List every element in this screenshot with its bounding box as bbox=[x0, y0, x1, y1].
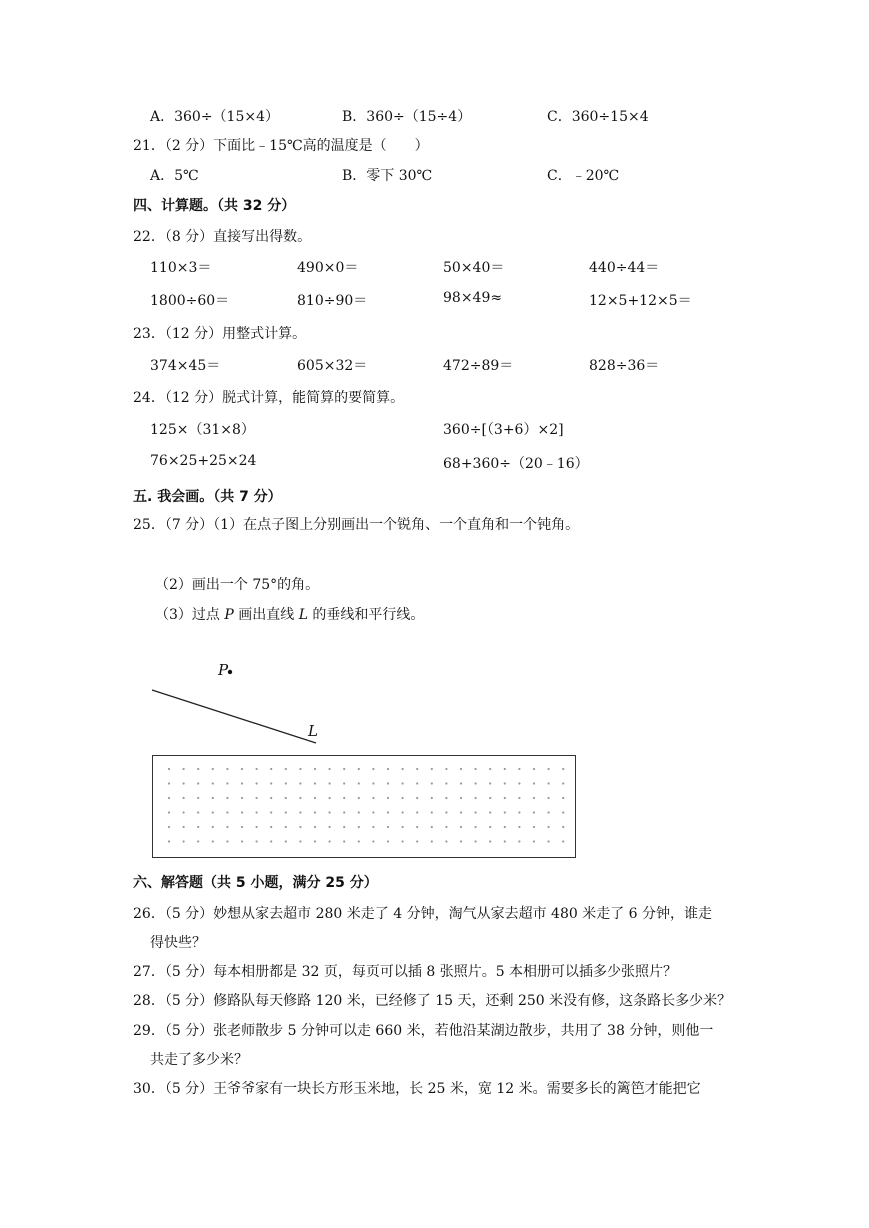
q24-item: 76×25+25×24 bbox=[150, 453, 257, 469]
grid-dot[interactable] bbox=[387, 768, 389, 770]
grid-dot[interactable] bbox=[402, 811, 404, 813]
grid-dot[interactable] bbox=[548, 826, 550, 828]
grid-dot[interactable] bbox=[416, 811, 418, 813]
point-p bbox=[228, 670, 232, 674]
grid-dot[interactable] bbox=[285, 826, 287, 828]
grid-dot[interactable] bbox=[402, 782, 404, 784]
grid-dot[interactable] bbox=[183, 840, 185, 842]
grid-dot[interactable] bbox=[197, 797, 199, 799]
grid-dot[interactable] bbox=[372, 797, 374, 799]
grid-dot[interactable] bbox=[475, 797, 477, 799]
grid-dot[interactable] bbox=[226, 768, 228, 770]
grid-dot[interactable] bbox=[270, 797, 272, 799]
grid-dot[interactable] bbox=[241, 811, 243, 813]
q29-line1: 29．（5 分）张老师散步 5 分钟可以走 660 米，若他沿某湖边散步，共用了 38 分钟，则他一 bbox=[133, 1023, 714, 1039]
grid-dot[interactable] bbox=[314, 811, 316, 813]
grid-dot[interactable] bbox=[445, 826, 447, 828]
grid-dot[interactable] bbox=[197, 811, 199, 813]
grid-dot[interactable] bbox=[212, 811, 214, 813]
grid-dot[interactable] bbox=[372, 782, 374, 784]
grid-dot[interactable] bbox=[241, 768, 243, 770]
grid-dot[interactable] bbox=[489, 840, 491, 842]
section-5-title: 五. 我会画。（共 7 分） bbox=[133, 489, 282, 505]
grid-dot[interactable] bbox=[329, 840, 331, 842]
grid-dot[interactable] bbox=[183, 782, 185, 784]
grid-dot[interactable] bbox=[548, 768, 550, 770]
q26-line1: 26．（5 分）妙想从家去超市 280 米走了 4 分钟，淘气从家去超市 480 米走了 6 分钟，谁走 bbox=[133, 906, 713, 922]
grid-dot[interactable] bbox=[504, 768, 506, 770]
q21-stem: 21．（2 分）下面比﹣15℃高的温度是（ ） bbox=[133, 138, 429, 154]
grid-dot[interactable] bbox=[562, 768, 564, 770]
grid-dot[interactable] bbox=[533, 826, 535, 828]
q22-item: 810÷90＝ bbox=[297, 293, 368, 309]
grid-dot[interactable] bbox=[343, 811, 345, 813]
grid-dot[interactable] bbox=[314, 797, 316, 799]
q30-line1: 30．（5 分）王爷爷家有一块长方形玉米地，长 25 米，宽 12 米。需要多长的篱笆才能把它 bbox=[133, 1081, 701, 1097]
grid-dot[interactable] bbox=[358, 797, 360, 799]
grid-dot[interactable] bbox=[475, 782, 477, 784]
q29-line2: 共走了多少米？ bbox=[150, 1052, 248, 1068]
grid-dot[interactable] bbox=[460, 840, 462, 842]
grid-dot[interactable] bbox=[168, 797, 170, 799]
grid-dot[interactable] bbox=[270, 811, 272, 813]
grid-dot[interactable] bbox=[197, 826, 199, 828]
label-p: P bbox=[218, 661, 229, 679]
grid-dot[interactable] bbox=[387, 797, 389, 799]
grid-dot[interactable] bbox=[504, 826, 506, 828]
grid-dot[interactable] bbox=[285, 811, 287, 813]
grid-dot[interactable] bbox=[168, 840, 170, 842]
grid-dot[interactable] bbox=[533, 768, 535, 770]
grid-dot[interactable] bbox=[241, 782, 243, 784]
grid-dot[interactable] bbox=[212, 826, 214, 828]
grid-dot[interactable] bbox=[329, 811, 331, 813]
q24-item: 125×（31×8） bbox=[150, 422, 255, 438]
grid-dot[interactable] bbox=[270, 840, 272, 842]
grid-dot[interactable] bbox=[197, 840, 199, 842]
grid-dot[interactable] bbox=[562, 797, 564, 799]
q25-part2: （2）画出一个 75°的角。 bbox=[155, 577, 320, 593]
grid-dot[interactable] bbox=[475, 811, 477, 813]
q23-item: 472÷89＝ bbox=[443, 358, 514, 374]
grid-dot[interactable] bbox=[314, 840, 316, 842]
grid-dot[interactable] bbox=[475, 768, 477, 770]
grid-dot[interactable] bbox=[314, 782, 316, 784]
grid-dot[interactable] bbox=[183, 826, 185, 828]
grid-dot[interactable] bbox=[299, 826, 301, 828]
line-l bbox=[152, 690, 316, 743]
grid-dot[interactable] bbox=[504, 797, 506, 799]
grid-dot[interactable] bbox=[416, 826, 418, 828]
q22-item: 50×40＝ bbox=[443, 260, 505, 276]
grid-dot[interactable] bbox=[489, 826, 491, 828]
grid-dot[interactable] bbox=[562, 782, 564, 784]
grid-dot[interactable] bbox=[256, 768, 258, 770]
q27-line1: 27．（5 分）每本相册都是 32 页，每页可以插 8 张照片。5 本相册可以插多少张照片？ bbox=[133, 964, 678, 980]
q25-part3-text: （3）过点 bbox=[155, 607, 225, 623]
grid-dot[interactable] bbox=[387, 840, 389, 842]
grid-dot[interactable] bbox=[548, 840, 550, 842]
grid-dot[interactable] bbox=[256, 811, 258, 813]
grid-dot[interactable] bbox=[431, 826, 433, 828]
grid-dot[interactable] bbox=[226, 840, 228, 842]
q24-item: 68+360÷（20﹣16） bbox=[443, 456, 589, 472]
grid-dot[interactable] bbox=[402, 768, 404, 770]
grid-dot[interactable] bbox=[299, 768, 301, 770]
grid-dot[interactable] bbox=[226, 797, 228, 799]
grid-dot[interactable] bbox=[431, 840, 433, 842]
grid-dot[interactable] bbox=[270, 768, 272, 770]
line-l-figure bbox=[150, 660, 330, 752]
section-4-title: 四、计算题。（共 32 分） bbox=[133, 198, 296, 214]
q22-item: 110×3＝ bbox=[150, 260, 212, 276]
q22-item: 1800÷60＝ bbox=[150, 293, 230, 309]
grid-dot[interactable] bbox=[431, 797, 433, 799]
grid-dot[interactable] bbox=[562, 840, 564, 842]
grid-dot[interactable] bbox=[329, 782, 331, 784]
grid-dot[interactable] bbox=[445, 840, 447, 842]
grid-dot[interactable] bbox=[416, 797, 418, 799]
grid-dot[interactable] bbox=[241, 797, 243, 799]
grid-dot[interactable] bbox=[445, 811, 447, 813]
grid-dot[interactable] bbox=[416, 840, 418, 842]
q21-option-c: C．﹣20℃ bbox=[547, 168, 620, 184]
grid-dot[interactable] bbox=[518, 826, 520, 828]
grid-dot[interactable] bbox=[445, 768, 447, 770]
grid-dot[interactable] bbox=[343, 826, 345, 828]
grid-dot[interactable] bbox=[445, 797, 447, 799]
grid-dot[interactable] bbox=[168, 811, 170, 813]
grid-dot[interactable] bbox=[299, 782, 301, 784]
q21-option-a: A．5℃ bbox=[150, 168, 199, 184]
grid-dot[interactable] bbox=[387, 811, 389, 813]
grid-dot[interactable] bbox=[226, 782, 228, 784]
grid-dot[interactable] bbox=[168, 826, 170, 828]
q21-option-b: B．零下 30℃ bbox=[342, 168, 433, 184]
grid-dot[interactable] bbox=[285, 840, 287, 842]
grid-dot[interactable] bbox=[460, 768, 462, 770]
grid-dot[interactable] bbox=[256, 826, 258, 828]
grid-dot[interactable] bbox=[343, 782, 345, 784]
grid-dot[interactable] bbox=[518, 782, 520, 784]
grid-dot[interactable] bbox=[533, 811, 535, 813]
grid-dot[interactable] bbox=[299, 797, 301, 799]
grid-dot[interactable] bbox=[168, 768, 170, 770]
grid-dot[interactable] bbox=[212, 782, 214, 784]
grid-dot[interactable] bbox=[358, 811, 360, 813]
grid-dot[interactable] bbox=[285, 782, 287, 784]
grid-dot[interactable] bbox=[518, 768, 520, 770]
grid-dot[interactable] bbox=[343, 768, 345, 770]
q23-stem: 23．（12 分）用整式计算。 bbox=[133, 326, 307, 342]
grid-dot[interactable] bbox=[183, 768, 185, 770]
grid-dot[interactable] bbox=[504, 811, 506, 813]
grid-dot[interactable] bbox=[372, 826, 374, 828]
q22-item: 490×0＝ bbox=[297, 260, 359, 276]
grid-dot[interactable] bbox=[329, 826, 331, 828]
grid-dot[interactable] bbox=[241, 840, 243, 842]
grid-dot[interactable] bbox=[460, 797, 462, 799]
grid-dot[interactable] bbox=[183, 797, 185, 799]
grid-dot[interactable] bbox=[548, 782, 550, 784]
grid-dot[interactable] bbox=[212, 840, 214, 842]
grid-dot[interactable] bbox=[402, 840, 404, 842]
q20-option-c: C．360÷15×4 bbox=[547, 109, 649, 125]
grid-dot[interactable] bbox=[343, 797, 345, 799]
grid-dot[interactable] bbox=[489, 782, 491, 784]
q20-option-b: B．360÷（15÷4） bbox=[342, 109, 472, 125]
grid-dot[interactable] bbox=[533, 782, 535, 784]
grid-dot[interactable] bbox=[372, 811, 374, 813]
grid-dot[interactable] bbox=[562, 811, 564, 813]
grid-dot[interactable] bbox=[314, 768, 316, 770]
grid-dot[interactable] bbox=[431, 782, 433, 784]
grid-dot[interactable] bbox=[270, 826, 272, 828]
q25-line-l-ref: L bbox=[298, 607, 308, 623]
grid-dot[interactable] bbox=[226, 826, 228, 828]
grid-dot[interactable] bbox=[460, 826, 462, 828]
grid-dot[interactable] bbox=[460, 811, 462, 813]
q23-item: 605×32＝ bbox=[297, 358, 368, 374]
q22-item: 98×49≈ bbox=[443, 290, 503, 306]
q25-point-p-ref: P bbox=[224, 607, 234, 623]
grid-dot[interactable] bbox=[475, 826, 477, 828]
grid-dot[interactable] bbox=[212, 768, 214, 770]
grid-dot[interactable] bbox=[372, 840, 374, 842]
grid-dot[interactable] bbox=[183, 811, 185, 813]
grid-dot[interactable] bbox=[197, 782, 199, 784]
grid-dot[interactable] bbox=[285, 797, 287, 799]
q28-line1: 28．（5 分）修路队每天修路 120 米，已经修了 15 天，还剩 250 米没有修，这条路长多少米？ bbox=[133, 993, 732, 1009]
grid-dot[interactable] bbox=[256, 782, 258, 784]
grid-dot[interactable] bbox=[489, 797, 491, 799]
grid-dot[interactable] bbox=[343, 840, 345, 842]
q25-part1: 25．（7 分）（1）在点子图上分别画出一个锐角、一个直角和一个钝角。 bbox=[133, 517, 580, 533]
grid-dot[interactable] bbox=[270, 782, 272, 784]
grid-dot[interactable] bbox=[329, 797, 331, 799]
q22-item: 12×5+12×5＝ bbox=[589, 293, 692, 309]
grid-dot[interactable] bbox=[518, 811, 520, 813]
grid-dot[interactable] bbox=[372, 768, 374, 770]
grid-dot[interactable] bbox=[197, 768, 199, 770]
grid-dot[interactable] bbox=[358, 826, 360, 828]
q22-item: 440÷44＝ bbox=[589, 260, 660, 276]
q22-stem: 22．（8 分）直接写出得数。 bbox=[133, 229, 312, 245]
grid-dot[interactable] bbox=[402, 797, 404, 799]
q20-option-a: A．360÷（15×4） bbox=[150, 109, 280, 125]
grid-dot[interactable] bbox=[212, 797, 214, 799]
grid-dot[interactable] bbox=[533, 797, 535, 799]
grid-dot[interactable] bbox=[445, 782, 447, 784]
grid-dot[interactable] bbox=[256, 840, 258, 842]
grid-dot[interactable] bbox=[489, 768, 491, 770]
grid-dot[interactable] bbox=[285, 768, 287, 770]
grid-dot[interactable] bbox=[387, 826, 389, 828]
grid-dot[interactable] bbox=[358, 782, 360, 784]
grid-dot[interactable] bbox=[533, 840, 535, 842]
q25-part3 bbox=[155, 604, 424, 624]
dot-grid bbox=[153, 756, 574, 856]
grid-dot[interactable] bbox=[387, 782, 389, 784]
grid-dot[interactable] bbox=[226, 811, 228, 813]
q25-part3-text: 画出直线 bbox=[233, 607, 299, 623]
grid-dot[interactable] bbox=[299, 811, 301, 813]
grid-dot[interactable] bbox=[256, 797, 258, 799]
grid-dot[interactable] bbox=[314, 826, 316, 828]
q24-item: 360÷[（3+6）×2] bbox=[443, 422, 564, 438]
grid-dot[interactable] bbox=[431, 811, 433, 813]
q25-part3-text: 的垂线和平行线。 bbox=[307, 607, 425, 623]
grid-dot[interactable] bbox=[475, 840, 477, 842]
grid-dot[interactable] bbox=[358, 768, 360, 770]
grid-dot[interactable] bbox=[504, 840, 506, 842]
grid-dot[interactable] bbox=[562, 826, 564, 828]
grid-dot[interactable] bbox=[460, 782, 462, 784]
grid-dot[interactable] bbox=[431, 768, 433, 770]
q23-item: 828÷36＝ bbox=[589, 358, 660, 374]
q24-stem: 24．（12 分）脱式计算，能简算的要简算。 bbox=[133, 390, 405, 406]
grid-dot[interactable] bbox=[548, 811, 550, 813]
q23-item: 374×45＝ bbox=[150, 358, 221, 374]
grid-dot[interactable] bbox=[168, 782, 170, 784]
grid-dot[interactable] bbox=[518, 840, 520, 842]
grid-dot[interactable] bbox=[329, 768, 331, 770]
dot-grid-box[interactable] bbox=[152, 755, 576, 858]
grid-dot[interactable] bbox=[416, 782, 418, 784]
q26-line2: 得快些？ bbox=[150, 935, 206, 951]
grid-dot[interactable] bbox=[504, 782, 506, 784]
grid-dot[interactable] bbox=[518, 797, 520, 799]
grid-dot[interactable] bbox=[402, 826, 404, 828]
label-l: L bbox=[308, 722, 318, 740]
grid-dot[interactable] bbox=[489, 811, 491, 813]
grid-dot[interactable] bbox=[358, 840, 360, 842]
grid-dot[interactable] bbox=[241, 826, 243, 828]
grid-dot[interactable] bbox=[416, 768, 418, 770]
section-6-title: 六、解答题（共 5 小题，满分 25 分） bbox=[133, 875, 378, 891]
grid-dot[interactable] bbox=[299, 840, 301, 842]
grid-dot[interactable] bbox=[548, 797, 550, 799]
